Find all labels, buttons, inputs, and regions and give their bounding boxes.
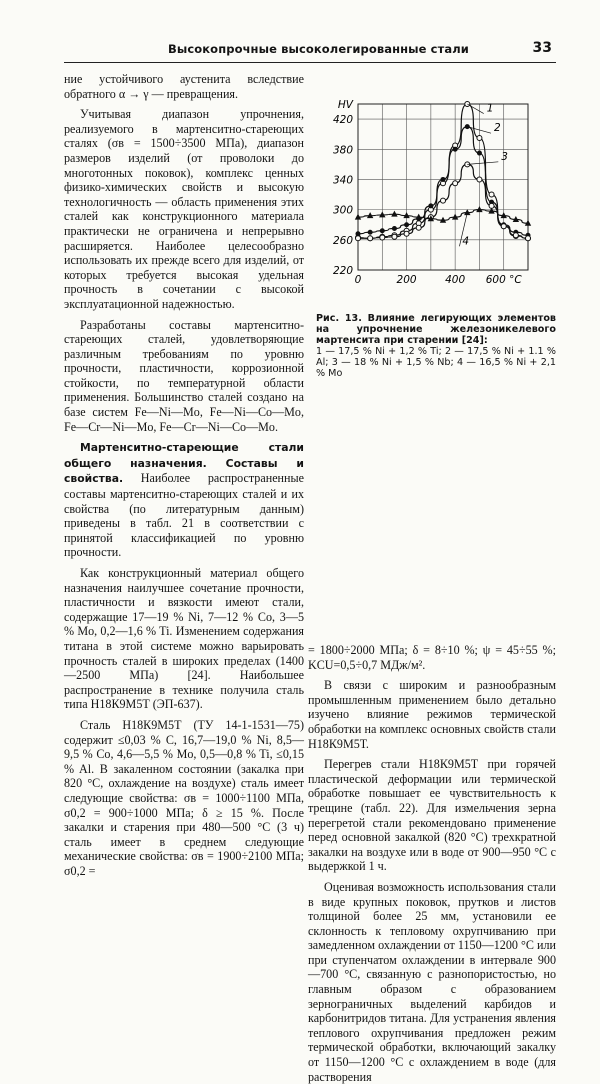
plot-frame — [358, 104, 528, 270]
right-column — [308, 643, 556, 1084]
curve-label-4: 4 — [462, 235, 470, 248]
paragraph: Сталь Н18К9М5Т (ТУ 14-1-1531—75) содержит ≤0,03 % C, 16,7—19,0 % Ni, 8,5—9,5 % Co, 4,6—5,5 % Mo, 0,5—0,8 % Ti, ≤0,15 % Al. В закаленном состоянии (закалка при 820 °C, охлаждение на воздухе) сталь имеет следующие свойства: σв = 1000÷1100 МПа, σ0,2 = 900÷1000 МПа; δ ≥ 15 %. После закалки и старения при 480—500 °C (3 ч) сталь имеет в среднем следующие механические свойства: σв = 1900÷2100 МПа; σ0,2 = — [64, 717, 304, 878]
figure-chart — [316, 92, 536, 304]
paragraph: Как конструкционный материал общего назначения наилучшее сочетание прочности, пластичности и вязкости имеют стали, содержащие 17—19 % Ni, 7—12 % Co, 3—5 % Mo, 0,2—1,6 % Ti. Изменением содержания титана в этой системе можно варьировать прочность сталей в широких пределах (1400—2500 МПа) [24]. Наибольшее распространение в технике получила сталь типа Н18К9М5Т (ЭП-637). — [64, 566, 304, 712]
data-point-1 — [477, 135, 482, 140]
data-point-3 — [477, 177, 482, 182]
data-point-2 — [404, 222, 409, 227]
data-point-2 — [465, 124, 470, 129]
y-tick-label: 420 — [332, 114, 353, 127]
data-point-2 — [392, 226, 397, 231]
curve-leader-1 — [467, 104, 483, 114]
data-point-1 — [465, 102, 470, 107]
running-head — [64, 40, 556, 63]
paragraph: Оценивая возможность использования стали в виде крупных поковок, прутков и листов толщиной более 25 мм, установили ее склонность к тепловому охрупчиванию при замедленном охлаждении от 1150—1200 °C или при ступенчатом охлаждении в интервале 900—700 °C, связанную с разнопористостью, но главным образом с образованием зернограничных выделений карбидов и карбонитридов титана. Для устранения явления теплового охрупчивания предложен режим термической обработки, включающий закалку от 1150—1200 °C с охлаждением в воде (для растворения — [308, 879, 556, 1084]
data-point-3 — [501, 224, 506, 229]
curve-label-2: 2 — [494, 122, 501, 135]
data-point-2 — [368, 230, 373, 235]
x-tick-label: 400 — [445, 274, 466, 286]
data-point-3 — [453, 181, 458, 186]
data-point-2 — [441, 177, 446, 182]
data-point-3 — [416, 225, 421, 230]
data-point-2 — [453, 147, 458, 152]
paragraph-text: Наиболее распространенные составы мартенситно-стареющих сталей и их свойства (по литературным данным) приведены в табл. 21 в соответствии с принятой классификацией по уровню прочности. — [64, 471, 304, 560]
caption-legend: 1 — 17,5 % Ni + 1,2 % Ti; 2 — 17,5 % Ni + 1.1 % Al; 3 — 18 % Ni + 1,5 % Nb; 4 — 16,5 % Ni + 2,1 % Mo — [316, 346, 556, 379]
caption-title: Рис. 13. Влияние легирующих элементов на упрочнение железоникелевого мартенсита при старении [24]: — [316, 313, 556, 346]
curve-label-3: 3 — [501, 150, 508, 163]
page-number: 33 — [532, 40, 552, 56]
data-point-3 — [441, 198, 446, 203]
data-point-3 — [356, 236, 361, 241]
paragraph: ние устойчивого аустенита вследствие обратного α → γ — превращения. — [64, 72, 304, 101]
x-tick-label: 600 °C — [485, 274, 522, 286]
y-tick-label: 300 — [332, 204, 353, 217]
data-point-2 — [428, 203, 433, 208]
data-point-3 — [526, 236, 531, 241]
paragraph: = 1800÷2000 МПа; δ = 8÷10 %; ψ = 45÷55 %; KCU=0,5÷0,7 МДж/м². — [308, 643, 556, 672]
y-tick-label: 340 — [332, 174, 353, 187]
y-tick-label: 260 — [332, 234, 353, 247]
section-heading: Мартенситно-стареющие стали общего назначения. Составы и свойства. — [64, 441, 304, 486]
y-tick-label: 380 — [332, 144, 353, 157]
running-title: Высокопрочные высоколегированные стали — [168, 42, 469, 56]
y-tick-label: 220 — [332, 265, 353, 277]
data-point-1 — [489, 192, 494, 197]
data-point-3 — [368, 236, 373, 241]
x-tick-label: 200 — [396, 274, 417, 286]
paragraph: Перегрев стали Н18К9М5Т при горячей пластической деформации или термической обработке повышает ее чувствительность к трещине (табл. 22). Для измельчения зерна перегретой стали рекомендовано применение перед основной закалкой (820 °C) трехкратной закалки на воздухе или в воде от 900—950 °C с выдержкой 1 ч. — [308, 757, 556, 874]
paragraph: В связи с широким и разнообразным промышленным применением было детально изучено влияние режимов термической обработки на комплекс основных свойств стали Н18К9М5Т. — [308, 678, 556, 751]
figure-caption — [316, 313, 556, 379]
data-point-3 — [392, 234, 397, 239]
data-point-2 — [477, 151, 482, 156]
curve-leader-3 — [467, 162, 498, 165]
data-point-3 — [404, 231, 409, 236]
paragraph: Разработаны составы мартенситно-стареющих сталей, удовлетворяющие различным требованиям по уровню прочности, пластичности, коррозионной стойкости, по температурной области применения. Большинство сталей создано на базе систем Fe—Ni—Mo, Fe—Ni—Co—Mo, Fe—Cr—Ni—Mo, Fe—Cr—Ni—Co—Mo. — [64, 317, 304, 434]
curve-label-1: 1 — [486, 102, 494, 115]
data-point-3 — [513, 233, 518, 238]
data-point-2 — [380, 228, 385, 233]
y-axis-label: HV — [337, 99, 353, 111]
paragraph — [64, 440, 304, 560]
paragraph: Учитывая диапазон упрочнения, реализуемого в мартенситно-стареющих сталях (σв = 1500÷3500 МПа), диапазон размеров изделий (от проволоки до многотонных поковок), комплекс ценных физико-химических свойств и высокую технологичность — область применения этих сталей как конструкционного материала практически не ограничена и непрерывно расширяется. Наиболее целесообразно использовать их прежде всего для изделий, от которых требуется высокая удельная прочность в сочетании с высокой эксплуатационной надежностью. — [64, 107, 304, 311]
left-column — [64, 72, 304, 878]
data-point-3 — [489, 203, 494, 208]
x-tick-label: 0 — [354, 274, 362, 286]
data-point-3 — [380, 235, 385, 240]
aging-hardness-chart — [316, 92, 536, 304]
